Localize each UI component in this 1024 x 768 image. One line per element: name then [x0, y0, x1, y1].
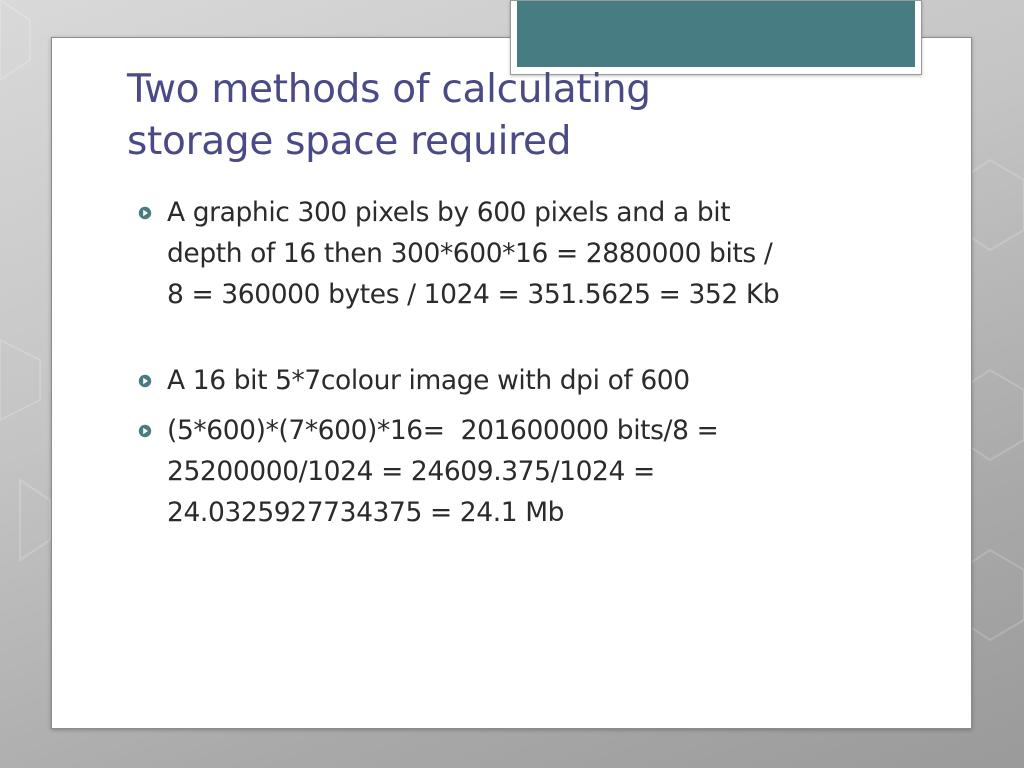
- bullet-item-colour-image: [138, 360, 918, 401]
- bullet-text-line: 24.0325927734375 = 24.1 Mb: [167, 497, 565, 528]
- circled-arrow-right-icon: [138, 374, 152, 388]
- bullet-text-line: 25200000/1024 = 24609.375/1024 =: [167, 456, 655, 487]
- bullet-item-graphic-calculation: [138, 192, 918, 315]
- slide-title: [127, 64, 767, 168]
- bullet-text-line: depth of 16 then 300*600*16 = 2880000 bits /: [167, 238, 773, 269]
- slide-title-line: Two methods of calculating: [127, 67, 651, 112]
- circled-arrow-right-icon: [138, 424, 152, 438]
- bullet-item-dpi-calculation: [138, 410, 918, 533]
- bullet-text-line: 8 = 360000 bytes / 1024 = 351.5625 = 352 Kb: [167, 279, 780, 310]
- title-accent-fill: [517, 1, 915, 67]
- bullet-text-line: A graphic 300 pixels by 600 pixels and a bit: [167, 197, 731, 228]
- bullet-text-line: A 16 bit 5*7colour image with dpi of 600: [167, 365, 690, 396]
- slide-title-line: storage space required: [127, 119, 572, 164]
- circled-arrow-right-icon: [138, 206, 152, 220]
- bullet-text-line: (5*600)*(7*600)*16= 201600000 bits/8 =: [167, 415, 719, 446]
- bullet-list: [138, 192, 918, 533]
